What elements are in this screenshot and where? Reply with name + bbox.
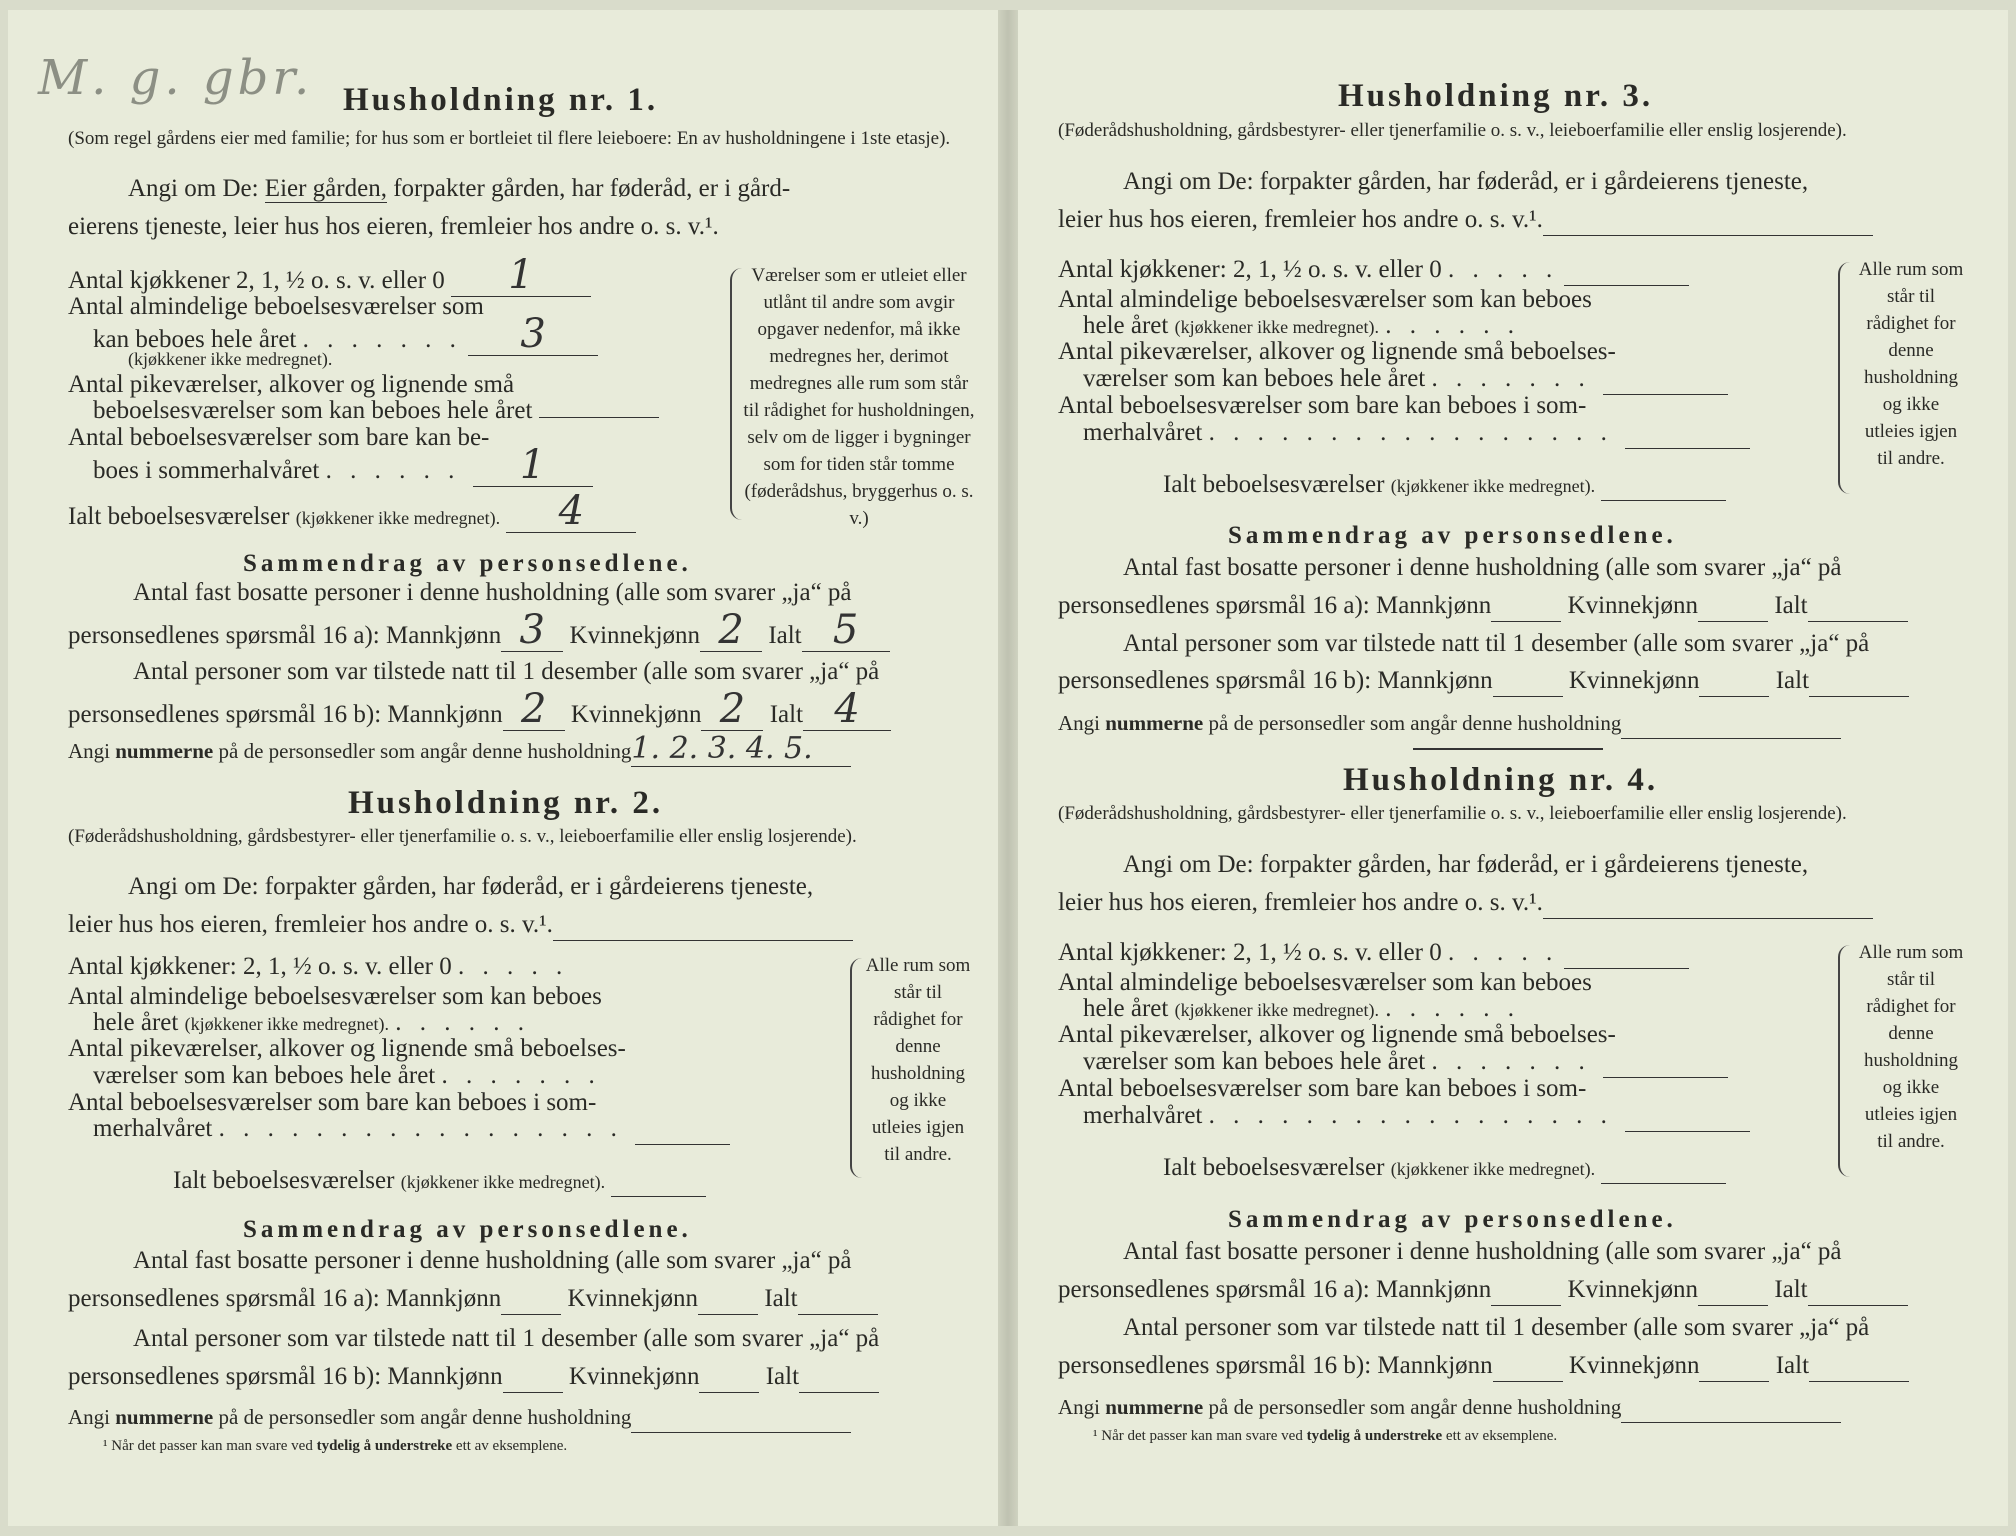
left-page — [8, 10, 998, 1526]
household-1-resident-label: Antal fast bosatte personer i denne husholdning (alle som svarer „ja“ på — [133, 579, 852, 606]
household-1-rooms-note: (kjøkkener ikke medregnet). — [128, 349, 333, 369]
household-4-present-female-field[interactable] — [1699, 1351, 1769, 1382]
household-4-resident-row: personsedlenes spørsmål 16 a): Mannkjønn Kvinnekjønn Ialt — [1058, 1275, 1908, 1306]
household-4-maid-rooms-field[interactable] — [1603, 1047, 1728, 1078]
household-1-maid-rooms-label-2: beboelsesværelser som kan beboes hele året — [93, 396, 659, 426]
household-1-kitchens-field[interactable]: 1 — [451, 260, 591, 297]
household-4-present-label: Antal personer som var tilstede natt til 1 desember (alle som svarer „ja“ på — [1123, 1314, 1870, 1341]
household-3-total-rooms-field[interactable] — [1601, 470, 1726, 501]
household-1-note: (Som regel gårdens eier med familie; for hus som er bortleiet til flere leieboere: En av husholdningene i 1ste etasje). — [68, 128, 951, 149]
household-4-rooms-label-1: Antal almindelige beboelsesværelser som kan beboes — [1058, 969, 1592, 996]
household-2-resident-female-field[interactable] — [698, 1284, 758, 1315]
household-1-angi-line-1: Angi om De: Eier gården, forpakter gården, har føderåd, er i gård- — [128, 175, 791, 202]
household-3-maid-rooms-label-2: værelser som kan beboes hele året . . . . . . . — [1083, 364, 1728, 395]
household-2-summer-rooms-label-1: Antal beboelsesværelser som bare kan beboes i som- — [68, 1089, 597, 1116]
household-2-brace — [850, 958, 862, 1178]
right-page — [1018, 10, 2008, 1526]
household-3-present-total-field[interactable] — [1809, 666, 1909, 697]
household-4-kitchens: Antal kjøkkener: 2, 1, ½ o. s. v. eller 0 . . . . . — [1058, 938, 1689, 969]
household-1-present-male-field[interactable]: 2 — [503, 694, 565, 731]
household-1-present-label: Antal personer som var tilstede natt til 1 desember (alle som svarer „ja“ på — [133, 658, 880, 685]
household-3-summer-rooms-label-1: Antal beboelsesværelser som bare kan beboes i som- — [1058, 392, 1587, 419]
household-3-kitchens-field[interactable] — [1564, 255, 1689, 286]
household-1-kitchens: Antal kjøkkener 2, 1, ½ o. s. v. eller 0 1 — [68, 260, 591, 297]
household-2-total-rooms-field[interactable] — [611, 1166, 706, 1197]
household-4-summary-title: Sammendrag av personsedlene. — [1228, 1206, 1677, 1233]
household-4-total-rooms: Ialt beboelsesværelser (kjøkkener ikke medregnet). — [1163, 1153, 1726, 1184]
household-1-present-female-field[interactable]: 2 — [701, 694, 763, 731]
household-1-angi-line-2: eierens tjeneste, leier hus hos eieren, fremleier hos andre o. s. v.¹. — [68, 213, 719, 240]
household-3-summary-title: Sammendrag av personsedlene. — [1228, 522, 1677, 549]
household-4-total-rooms-field[interactable] — [1601, 1153, 1726, 1184]
household-4-kitchens-field[interactable] — [1564, 938, 1689, 969]
household-3-maid-rooms-label-1: Antal pikeværelser, alkover og lignende små beboelses- — [1058, 338, 1616, 365]
household-4-brace — [1838, 945, 1850, 1177]
household-3-kitchens: Antal kjøkkener: 2, 1, ½ o. s. v. eller 0 . . . . . — [1058, 255, 1689, 286]
household-1-summary-title: Sammendrag av personsedlene. — [243, 550, 692, 577]
household-3-numbers-row: Angi nummerne på de personsedler som angår denne husholdning — [1058, 708, 1841, 739]
household-4-angi-line-2: leier hus hos eieren, fremleier hos andre o. s. v.¹. — [1058, 888, 1873, 919]
household-4-present-male-field[interactable] — [1493, 1351, 1563, 1382]
household-2-present-label: Antal personer som var tilstede natt til 1 desember (alle som svarer „ja“ på — [133, 1325, 880, 1352]
household-2-side-note: Alle rum som står til rådighet for denne husholdning og ikke utleies igjen til andre. — [865, 955, 971, 1165]
household-3-present-male-field[interactable] — [1493, 666, 1563, 697]
household-1-resident-female-field[interactable]: 2 — [700, 615, 762, 652]
household-2-resident-male-field[interactable] — [501, 1284, 561, 1315]
household-2-total-rooms: Ialt beboelsesværelser (kjøkkener ikke medregnet). — [173, 1166, 706, 1197]
household-4-present-total-field[interactable] — [1809, 1351, 1909, 1382]
household-2-resident-label: Antal fast bosatte personer i denne husholdning (alle som svarer „ja“ på — [133, 1247, 852, 1274]
household-2-angi-field[interactable] — [553, 910, 853, 941]
household-4-maid-rooms-label-2: værelser som kan beboes hele året . . . . . . . — [1083, 1047, 1728, 1078]
household-2-kitchens: Antal kjøkkener: 2, 1, ½ o. s. v. eller 0 . . . . . — [68, 953, 569, 980]
household-2-rooms-label-2: hele året (kjøkkener ikke medregnet). . . . . . . — [93, 1009, 531, 1036]
household-4-summer-rooms-label-1: Antal beboelsesværelser som bare kan beboes i som- — [1058, 1075, 1587, 1102]
household-2-present-row: personsedlenes spørsmål 16 b): Mannkjønn Kvinnekjønn Ialt — [68, 1362, 879, 1393]
household-2-present-female-field[interactable] — [699, 1362, 759, 1393]
household-3-total-rooms: Ialt beboelsesværelser (kjøkkener ikke medregnet). — [1163, 470, 1726, 501]
household-divider — [1413, 748, 1603, 750]
household-4-note: (Føderådshusholdning, gårdsbestyrer- eller tjenerfamilie o. s. v., leieboerfamilie eller enslig losjerende). — [1058, 803, 1847, 824]
household-1-total-rooms-field[interactable]: 4 — [506, 496, 636, 533]
household-1-summer-rooms-field[interactable]: 1 — [473, 450, 593, 487]
household-4-maid-rooms-label-1: Antal pikeværelser, alkover og lignende små beboelses- — [1058, 1021, 1616, 1048]
household-1-brace — [730, 268, 742, 520]
household-1-title: Husholdning nr. 1. — [343, 82, 659, 118]
household-4-summer-rooms-field[interactable] — [1625, 1101, 1750, 1132]
household-1-resident-row: personsedlenes spørsmål 16 a): Mannkjønn 3 Kvinnekjønn 2 Ialt 5 — [68, 615, 890, 652]
household-4-resident-label: Antal fast bosatte personer i denne husholdning (alle som svarer „ja“ på — [1123, 1238, 1842, 1265]
household-1-side-note: Værelser som er utleiet eller utlånt til andre som avgir opgaver nedenfor, må ikke medregnes her, derimot medregnes alle rum som står til rådighet for husholdningen, selv om de ligger i bygninger som for tiden står tomme (føderådshus, bryggerhus o. s. v.) — [743, 265, 975, 529]
household-3-rooms-label-1: Antal almindelige beboelsesværelser som kan beboes — [1058, 286, 1592, 313]
household-1-summer-rooms-label-2: boes i sommerhalvåret . . . . . . 1 — [93, 450, 593, 487]
household-3-angi-field[interactable] — [1543, 205, 1873, 236]
household-2-resident-total-field[interactable] — [798, 1284, 878, 1315]
household-2-present-male-field[interactable] — [503, 1362, 563, 1393]
household-2-note: (Føderådshusholdning, gårdsbestyrer- eller tjenerfamilie o. s. v., leieboerfamilie eller enslig losjerende). — [68, 826, 857, 847]
household-4-numbers-field[interactable] — [1621, 1392, 1841, 1423]
household-3-present-female-field[interactable] — [1699, 666, 1769, 697]
household-2-present-total-field[interactable] — [799, 1362, 879, 1393]
household-3-present-row: personsedlenes spørsmål 16 b): Mannkjønn Kvinnekjønn Ialt — [1058, 666, 1909, 697]
household-4-angi-line-1: Angi om De: forpakter gården, har føderåd, er i gårdeierens tjeneste, — [1123, 851, 1809, 878]
household-3-resident-male-field[interactable] — [1491, 591, 1561, 622]
household-2-resident-row: personsedlenes spørsmål 16 a): Mannkjønn Kvinnekjønn Ialt — [68, 1284, 878, 1315]
household-2-angi-line-2: leier hus hos eieren, fremleier hos andre o. s. v.¹. — [68, 910, 853, 941]
household-4-summer-rooms-label-2: merhalvåret . . . . . . . . . . . . . . . . . — [1083, 1101, 1750, 1132]
household-4-resident-male-field[interactable] — [1491, 1275, 1561, 1306]
household-2-title: Husholdning nr. 2. — [348, 785, 664, 821]
census-form-spread — [8, 10, 2008, 1526]
household-1-present-total-field[interactable]: 4 — [803, 694, 891, 731]
household-3-note: (Føderådshusholdning, gårdsbestyrer- eller tjenerfamilie o. s. v., leieboerfamilie eller enslig losjerende). — [1058, 120, 1847, 141]
household-1-summer-rooms-label-1: Antal beboelsesværelser som bare kan be- — [68, 424, 490, 451]
household-3-resident-row: personsedlenes spørsmål 16 a): Mannkjønn Kvinnekjønn Ialt — [1058, 591, 1908, 622]
household-2-maid-rooms-label-2: værelser som kan beboes hele året . . . . . . . — [93, 1062, 601, 1089]
household-3-angi-line-1: Angi om De: forpakter gården, har føderåd, er i gårdeierens tjeneste, — [1123, 168, 1809, 195]
household-1-underlined-option: Eier gården, — [264, 175, 387, 202]
household-3-maid-rooms-field[interactable] — [1603, 364, 1728, 395]
household-4-angi-field[interactable] — [1543, 888, 1873, 919]
pencil-annotation: M. g. gbr. — [38, 50, 314, 106]
household-4-rooms-label-2: hele året (kjøkkener ikke medregnet). . . . . . . — [1083, 995, 1521, 1022]
household-2-rooms-label-1: Antal almindelige beboelsesværelser som kan beboes — [68, 983, 602, 1010]
household-4-present-row: personsedlenes spørsmål 16 b): Mannkjønn Kvinnekjønn Ialt — [1058, 1351, 1909, 1382]
household-4-title: Husholdning nr. 4. — [1343, 762, 1659, 798]
household-2-maid-rooms-label-1: Antal pikeværelser, alkover og lignende små beboelses- — [68, 1035, 626, 1062]
household-3-brace — [1838, 262, 1850, 494]
household-3-resident-female-field[interactable] — [1698, 591, 1768, 622]
household-1-resident-total-field[interactable]: 5 — [802, 615, 890, 652]
household-1-numbers-row: Angi nummerne på de personsedler som angår denne husholdning1. 2. 3. 4. 5. — [68, 734, 851, 767]
household-2-numbers-row: Angi nummerne på de personsedler som angår denne husholdning — [68, 1402, 851, 1433]
household-3-present-label: Antal personer som var tilstede natt til 1 desember (alle som svarer „ja“ på — [1123, 630, 1870, 657]
page-gutter — [998, 10, 1018, 1526]
household-3-resident-label: Antal fast bosatte personer i denne husholdning (alle som svarer „ja“ på — [1123, 554, 1842, 581]
household-3-rooms-label-2: hele året (kjøkkener ikke medregnet). . . . . . . — [1083, 312, 1521, 339]
household-1-resident-male-field[interactable]: 3 — [501, 615, 563, 652]
household-1-numbers-field[interactable]: 1. 2. 3. 4. 5. — [631, 734, 851, 767]
household-2-summer-rooms-label-2: merhalvåret . . . . . . . . . . . . . . . . . — [93, 1114, 730, 1145]
household-4-resident-total-field[interactable] — [1808, 1275, 1908, 1306]
household-3-title: Husholdning nr. 3. — [1338, 78, 1654, 114]
household-4-side-note: Alle rum som står til rådighet for denne husholdning og ikke utleies igjen til andre. — [1858, 942, 1964, 1152]
household-1-maid-rooms-field[interactable] — [539, 417, 659, 418]
household-4-resident-female-field[interactable] — [1698, 1275, 1768, 1306]
household-1-rooms-label-2: kan beboes hele året . . . . . . . 3 — [93, 319, 598, 356]
household-3-resident-total-field[interactable] — [1808, 591, 1908, 622]
household-1-rooms-label-1: Antal almindelige beboelsesværelser som — [68, 293, 484, 320]
household-4-numbers-row: Angi nummerne på de personsedler som angår denne husholdning — [1058, 1392, 1841, 1423]
household-1-rooms-field[interactable]: 3 — [468, 319, 598, 356]
household-3-angi-line-2: leier hus hos eieren, fremleier hos andre o. s. v.¹. — [1058, 205, 1873, 236]
household-2-summary-title: Sammendrag av personsedlene. — [243, 1216, 692, 1243]
household-1-maid-rooms-label-1: Antal pikeværelser, alkover og lignende små — [68, 371, 515, 398]
household-2-summer-rooms-field[interactable] — [635, 1114, 730, 1145]
household-1-total-rooms: Ialt beboelsesværelser (kjøkkener ikke medregnet). 4 — [68, 496, 636, 533]
household-3-summer-rooms-label-2: merhalvåret . . . . . . . . . . . . . . . . . — [1083, 418, 1750, 449]
household-3-numbers-field[interactable] — [1621, 708, 1841, 739]
household-1-present-row: personsedlenes spørsmål 16 b): Mannkjønn 2 Kvinnekjønn 2 Ialt 4 — [68, 694, 891, 731]
left-footnote: ¹ Når det passer kan man svare ved tydelig å understreke ett av eksemplene. — [103, 1438, 568, 1454]
household-3-side-note: Alle rum som står til rådighet for denne husholdning og ikke utleies igjen til andre. — [1858, 259, 1964, 469]
household-2-angi-line-1: Angi om De: forpakter gården, har føderåd, er i gårdeierens tjeneste, — [128, 873, 814, 900]
household-3-summer-rooms-field[interactable] — [1625, 418, 1750, 449]
right-footnote: ¹ Når det passer kan man svare ved tydelig å understreke ett av eksemplene. — [1093, 1428, 1558, 1444]
household-2-numbers-field[interactable] — [631, 1402, 851, 1433]
